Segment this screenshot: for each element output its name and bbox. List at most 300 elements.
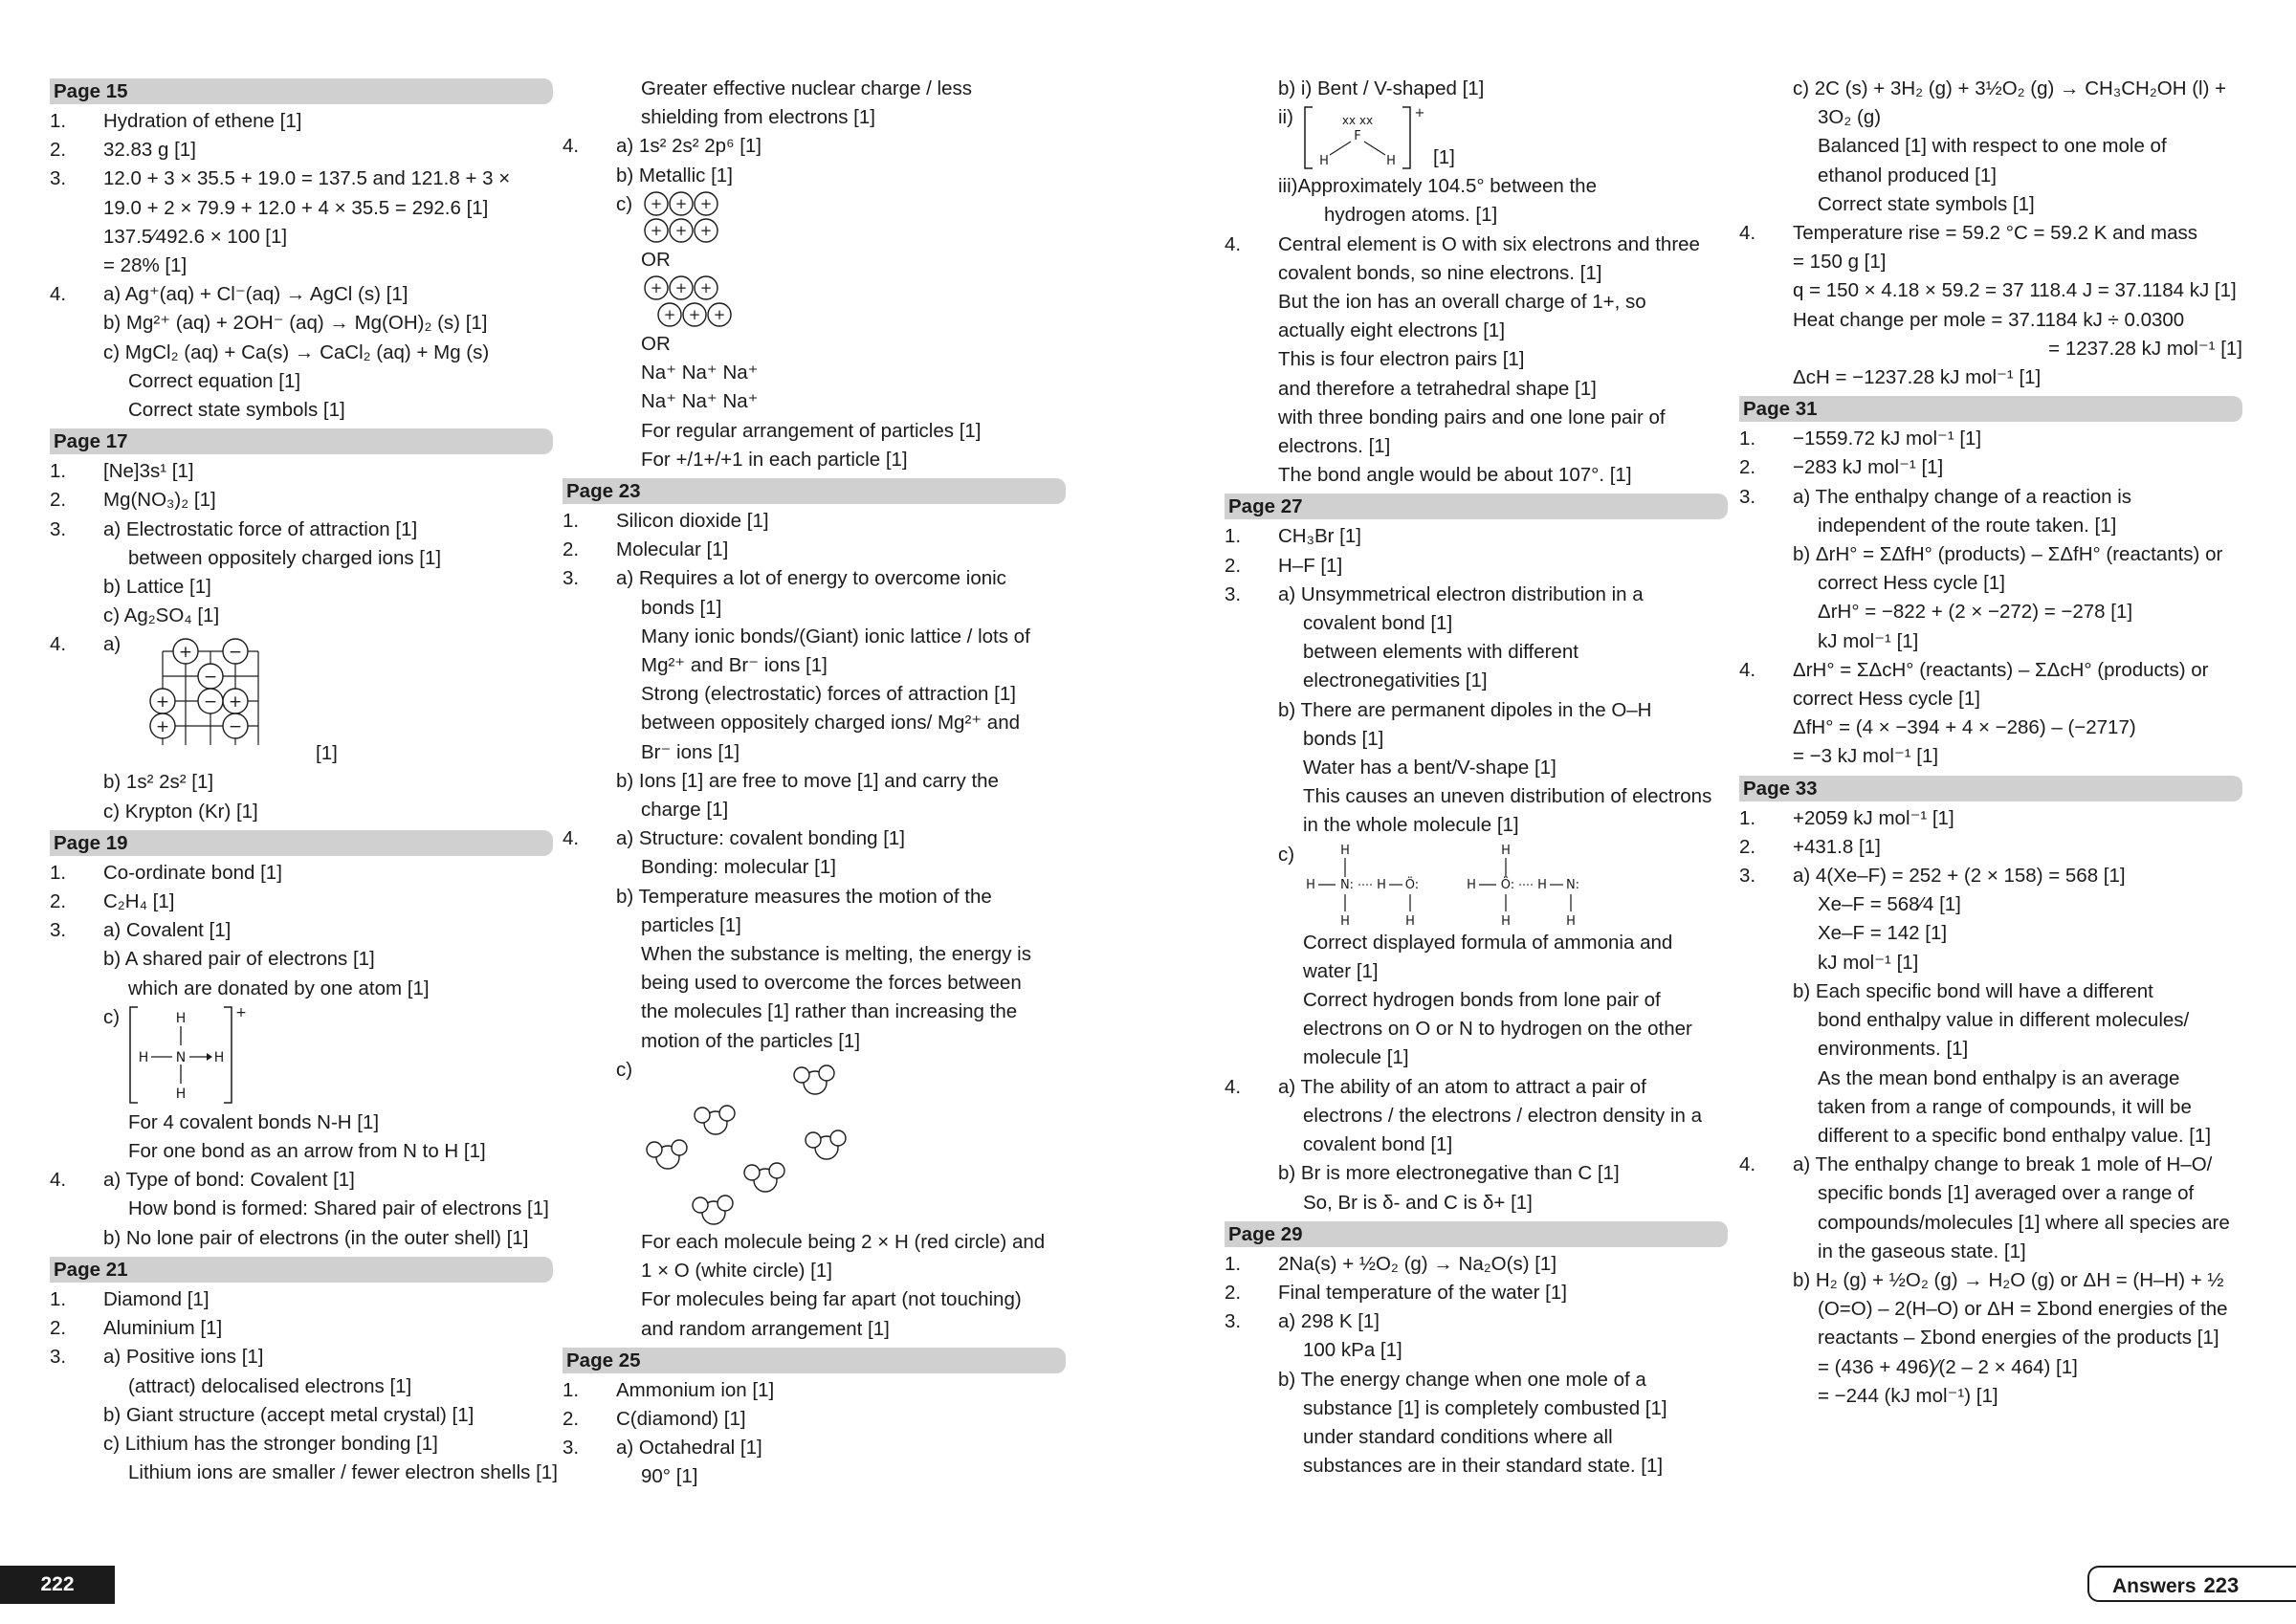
answer-line: b) Mg²⁺ (aq) + 2OH⁻ (aq) → Mg(OH)₂ (s) [1]: [103, 312, 488, 335]
question-number: 1.: [50, 861, 67, 884]
answer-line: So, Br is δ- and C is δ+ [1]: [1303, 1191, 1533, 1214]
answer-text: 32.83 g [1]: [103, 139, 196, 162]
answer-text: CH₃Br [1]: [1278, 525, 1361, 548]
answer-line: [1225, 1279, 1728, 1307]
hydrogen-atom: [769, 1163, 784, 1178]
answer-line: [50, 1343, 553, 1372]
answer-line: [1739, 656, 2242, 685]
answer-text: −1559.72 kJ mol⁻¹ [1]: [1793, 428, 1982, 450]
answer-line: = 28% [1]: [103, 254, 188, 277]
answer-text: C₂H₄ [1]: [103, 890, 175, 913]
answer-text: H–F [1]: [1278, 554, 1343, 577]
atom-h: H: [1566, 913, 1576, 929]
page-section-heading: Page 21: [50, 1257, 553, 1283]
answer-line: b) Each specific bond will have a different: [1793, 979, 2153, 1002]
answer-line: (attract) delocalised electrons [1]: [128, 1374, 412, 1397]
answer-line: = −244 (kJ mol⁻¹) [1]: [1818, 1384, 1998, 1407]
hydrogen-atom: [719, 1106, 735, 1121]
answer-line: OR: [641, 248, 671, 271]
answer-line: correct Hess cycle [1]: [1793, 688, 1980, 711]
atom-h: H: [175, 1086, 187, 1102]
right-bracket: [1402, 107, 1410, 168]
answer-line: b) The energy change when one mole of a: [1278, 1368, 1646, 1391]
atom-f: F: [1354, 129, 1361, 144]
question-number: 1.: [563, 1378, 580, 1401]
diagram-row: [1225, 103, 1728, 172]
answer-line: [563, 1376, 1066, 1405]
answer-line: environments. [1]: [1818, 1038, 1969, 1061]
answer-text: 2Na(s) + ½O₂ (g) → Na₂O(s) [1]: [1278, 1252, 1557, 1275]
answer-line: covalent bonds, so nine electrons. [1]: [1278, 261, 1602, 284]
atom-h: H: [1386, 154, 1396, 169]
page-section-heading: Page 33: [1739, 776, 2242, 801]
answer-line: correct Hess cycle [1]: [1818, 572, 2005, 595]
page-section-heading: Page 31: [1739, 396, 2242, 422]
metal-ion-sign: +: [650, 194, 663, 212]
diagram-row: [50, 630, 553, 768]
answer-line: being used to overcome the forces between: [641, 972, 1022, 995]
answer-line: in the whole molecule [1]: [1303, 814, 1519, 837]
answer-line: For regular arrangement of particles [1]: [641, 419, 982, 442]
answer-text: a) 4(Xe–F) = 252 + (2 × 158) = 568 [1]: [1793, 865, 2126, 888]
answer-line: Correct state symbols [1]: [128, 399, 345, 422]
answer-line: [1739, 804, 2242, 833]
answer-line: c) 2C (s) + 3H₂ (g) + 3½O₂ (g) → CH₃CH₂OH (l) +: [1793, 77, 2227, 99]
diagram-label: c): [103, 1005, 121, 1028]
arrow-head: [207, 1053, 212, 1061]
hydrogen-atom: [744, 1165, 760, 1180]
answer-line: Correct equation [1]: [128, 369, 301, 392]
answer-text: Co-ordinate bond [1]: [103, 861, 282, 884]
answers-label: Answers: [2112, 1575, 2197, 1597]
answers-column-4: [1739, 75, 2242, 1411]
answer-line: [1225, 1250, 1728, 1279]
question-number: 3.: [1225, 582, 1242, 605]
answer-line: bonds [1]: [641, 596, 722, 619]
answer-text: 12.0 + 3 × 35.5 + 19.0 = 137.5 and 121.8 + 3 ×: [103, 167, 511, 190]
answer-line: [563, 1434, 1066, 1462]
ion-charge: −: [203, 692, 218, 713]
answer-text: a) Positive ions [1]: [103, 1346, 264, 1369]
metal-ion-sign: +: [688, 306, 701, 324]
question-number: 4.: [1225, 1075, 1242, 1098]
answer-line: Balanced [1] with respect to one mole of: [1818, 135, 2167, 158]
hydrogen-atom: [693, 1197, 708, 1213]
answer-line: [50, 165, 553, 193]
answer-line: [50, 280, 553, 309]
diagram-box: [641, 1056, 890, 1228]
diagram-mark: [1]: [1433, 146, 1455, 168]
answer-text: a) Type of bond: Covalent [1]: [103, 1169, 355, 1192]
answer-line: Br⁻ ions [1]: [641, 740, 740, 763]
answer-text: C(diamond) [1]: [616, 1407, 746, 1430]
answer-line: and random arrangement [1]: [641, 1317, 890, 1340]
metal-ion-lattice-diagram: [641, 190, 746, 246]
answer-text: a) Unsymmetrical electron distribution in a: [1278, 582, 1644, 605]
answer-text: Silicon dioxide [1]: [616, 510, 769, 533]
answer-text: Temperature rise = 59.2 °C = 59.2 K and mass: [1793, 222, 2197, 245]
answer-line: [563, 564, 1066, 593]
answer-line: particles [1]: [641, 913, 741, 936]
atom-h: H: [1377, 877, 1386, 892]
h2f-ion-diagram: [1303, 103, 1427, 172]
question-number: 1.: [1739, 428, 1756, 450]
answer-line: b) No lone pair of electrons (in the outer shell) [1]: [103, 1226, 529, 1249]
answer-line: electrons. [1]: [1278, 435, 1391, 458]
page-number-right: [2087, 1566, 2296, 1602]
answer-line: [50, 107, 553, 136]
magnesium-oxide-lattice-diagram: [128, 626, 310, 768]
hydrogen-atom: [718, 1196, 733, 1211]
diagram-row: [50, 1003, 553, 1108]
answer-line: the molecules [1] rather than increasing the: [641, 1000, 1018, 1023]
metal-ion-sign: +: [699, 194, 713, 212]
answer-line: between oppositely charged ions [1]: [128, 546, 442, 569]
diagram-box: [128, 1003, 253, 1108]
answer-line: b) There are permanent dipoles in the O–H: [1278, 698, 1652, 721]
question-number: 3.: [50, 517, 67, 540]
answer-line: The bond angle would be about 107°. [1]: [1278, 464, 1632, 487]
metal-ion-sign: +: [674, 194, 688, 212]
answer-line: covalent bond [1]: [1303, 1133, 1453, 1156]
answer-line: Strong (electrostatic) forces of attraction [1]: [641, 683, 1016, 706]
answer-line: 90° [1]: [641, 1465, 698, 1488]
answer-line: electronegativities [1]: [1303, 669, 1488, 692]
question-number: 3.: [50, 1346, 67, 1369]
answer-text: a) 298 K [1]: [1278, 1310, 1380, 1333]
hydrogen-atom: [819, 1065, 834, 1081]
charge-sign: +: [235, 1004, 247, 1020]
ion-charge: +: [155, 692, 170, 713]
diagram-label: a): [103, 633, 121, 656]
answer-line: [1739, 833, 2242, 862]
answer-line: Water has a bent/V-shape [1]: [1303, 757, 1556, 779]
hydrogen-atom: [695, 1108, 710, 1123]
hydrogen-atom: [806, 1132, 821, 1148]
atom-h: H: [1319, 154, 1329, 169]
hydrogen-atom: [830, 1130, 846, 1146]
question-number: 1.: [563, 510, 580, 533]
diagram-mark: [1]: [316, 742, 338, 765]
ion-charge: −: [203, 668, 218, 688]
answer-line: substance [1] is completely combusted [1]: [1303, 1396, 1667, 1419]
answer-line: OR: [641, 333, 671, 356]
answer-line: bonds [1]: [1303, 727, 1384, 750]
answer-line: [1739, 483, 2242, 512]
question-number: 1.: [1225, 1252, 1242, 1275]
answer-line: [563, 1405, 1066, 1434]
atom-central: Ö:: [1500, 877, 1515, 892]
diagram-lead: 4.: [50, 633, 67, 656]
answer-line: bond enthalpy value in different molecules/: [1818, 1009, 2190, 1032]
question-number: 2.: [563, 538, 580, 561]
answer-line: This causes an uneven distribution of electrons: [1303, 785, 1712, 808]
answer-line: Greater effective nuclear charge / less: [641, 77, 973, 99]
atom-h: H: [213, 1049, 225, 1065]
answer-line: Mg²⁺ and Br⁻ ions [1]: [641, 654, 828, 677]
answer-line: compounds/molecules [1] where all species are: [1818, 1211, 2230, 1234]
answer-text: a) Electrostatic force of attraction [1]: [103, 517, 418, 540]
question-number: 4.: [563, 827, 580, 850]
answer-line: For one bond as an arrow from N to H [1]: [128, 1140, 486, 1163]
metal-ion-sign: +: [674, 221, 688, 239]
answer-line: b) Ions [1] are free to move [1] and carry the: [616, 769, 999, 792]
answer-line: But the ion has an overall charge of 1+, so: [1278, 291, 1646, 314]
answer-line: Na⁺ Na⁺ Na⁺: [641, 362, 759, 384]
answer-line: [1739, 219, 2242, 248]
answer-line: covalent bond [1]: [1303, 612, 1453, 635]
answer-line: charge [1]: [641, 799, 729, 822]
answer-text: a) Structure: covalent bonding [1]: [616, 827, 905, 850]
answer-line: Correct state symbols [1]: [1818, 192, 2035, 215]
answer-line: ethanol produced [1]: [1818, 164, 1997, 187]
question-number: 2.: [1225, 554, 1242, 577]
answer-text: Mg(NO₃)₂ [1]: [103, 489, 216, 512]
page-number-left: 222: [0, 1566, 115, 1604]
diagram-row: [563, 190, 1066, 246]
answer-line: [50, 457, 553, 486]
answer-line: [563, 132, 1066, 161]
page-section-heading: Page 29: [1225, 1221, 1728, 1247]
answer-text: −283 kJ mol⁻¹ [1]: [1793, 456, 1944, 479]
page-section-heading: Page 27: [1225, 494, 1728, 519]
answer-line: q = 150 × 4.18 × 59.2 = 37 118.4 J = 37.1184 kJ [1]: [1793, 279, 2237, 302]
answer-text: a) Octahedral [1]: [616, 1437, 762, 1459]
answer-line: b) Br is more electronegative than C [1]: [1278, 1162, 1620, 1185]
answer-line: 137.5⁄492.6 × 100 [1]: [103, 225, 288, 248]
metal-ion-sign: +: [699, 221, 713, 239]
answer-line: [50, 1314, 553, 1343]
lone-pairs: xx xx: [1341, 114, 1374, 128]
answer-line: c) MgCl₂ (aq) + Ca(s) → CaCl₂ (aq) + Mg (s): [103, 340, 490, 363]
answers-column-2: [563, 75, 1066, 1492]
answer-line: [1225, 230, 1728, 259]
answer-line: [563, 507, 1066, 536]
answer-line: = 150 g [1]: [1793, 251, 1887, 274]
question-number: 2.: [563, 1407, 580, 1430]
diagram-row: [1225, 841, 1728, 929]
answer-line: b) Giant structure (accept metal crystal) [1]: [103, 1403, 475, 1426]
answer-line: Correct displayed formula of ammonia and: [1303, 931, 1673, 954]
hydrogen-atom: [647, 1142, 662, 1157]
answer-text: a) Ag⁺(aq) + Cl⁻(aq) → AgCl (s) [1]: [103, 283, 408, 306]
page-section-heading: Page 19: [50, 830, 553, 856]
answer-line: b) 1s² 2s² [1]: [103, 771, 214, 794]
diagram-label: c): [1278, 843, 1295, 866]
answer-line: b) Lattice [1]: [103, 576, 211, 599]
atom-h: H: [1306, 877, 1315, 892]
question-number: 2.: [50, 489, 67, 512]
diagram-label: c): [616, 192, 633, 215]
answer-line: Bonding: molecular [1]: [641, 856, 836, 879]
answer-text: ΔrH° = ΣΔcH° (reactants) – ΣΔcH° (products) or: [1793, 658, 2209, 681]
atom-n: N: [175, 1049, 187, 1065]
answer-line: [50, 1166, 553, 1195]
question-number: 4.: [1739, 1153, 1756, 1176]
answer-line: = 1237.28 kJ mol⁻¹ [1]: [2048, 337, 2242, 360]
answer-line: in the gaseous state. [1]: [1818, 1240, 2026, 1262]
answer-line: ΔrH° = −822 + (2 × −272) = −278 [1]: [1818, 601, 2133, 624]
page-section-heading: Page 25: [563, 1348, 1066, 1373]
hydrogen-atom: [672, 1140, 687, 1155]
answer-line: b) i) Bent / V-shaped [1]: [1278, 77, 1485, 99]
diagram-row: [563, 274, 1066, 330]
answer-text: +2059 kJ mol⁻¹ [1]: [1793, 806, 1954, 829]
ion-charge: −: [228, 643, 243, 663]
answer-line: motion of the particles [1]: [641, 1029, 861, 1052]
answer-line: b) A shared pair of electrons [1]: [103, 948, 375, 971]
question-number: 3.: [563, 567, 580, 590]
answer-line: independent of the route taken. [1]: [1818, 514, 2117, 537]
answer-line: [1225, 1307, 1728, 1336]
answer-line: between elements with different: [1303, 641, 1578, 664]
answer-line: b) Temperature measures the motion of the: [616, 885, 992, 908]
answer-line: Na⁺ Na⁺ Na⁺: [641, 390, 759, 413]
metal-ion-lattice-diagram: [641, 274, 746, 330]
answer-line: [50, 486, 553, 515]
answer-line: between oppositely charged ions/ Mg²⁺ and: [641, 712, 1021, 735]
answer-line: When the substance is melting, the energy is: [641, 943, 1031, 966]
answer-text: Central element is O with six electrons and three: [1278, 232, 1700, 255]
answer-line: [50, 516, 553, 544]
answer-line: = −3 kJ mol⁻¹ [1]: [1793, 745, 1939, 768]
answer-line: (O=O) – 2(H–O) or ΔH = Σbond energies of the: [1818, 1298, 2228, 1321]
answer-line: How bond is formed: Shared pair of electrons [1]: [128, 1197, 549, 1220]
question-number: 4.: [1225, 232, 1242, 255]
answer-line: Lithium ions are smaller / fewer electron shells [1]: [128, 1461, 558, 1484]
diagram-box: [641, 274, 746, 330]
answer-text: a) The enthalpy change of a reaction is: [1793, 485, 2132, 508]
question-number: 4.: [1739, 658, 1756, 681]
answer-line: This is four electron pairs [1]: [1278, 348, 1525, 371]
atom-central: Ö:: [1404, 877, 1420, 892]
question-number: 2.: [1739, 456, 1756, 479]
answer-line: [50, 136, 553, 165]
bond-line: [1330, 142, 1351, 155]
metal-ion-sign: +: [650, 221, 663, 239]
question-number: 2.: [50, 139, 67, 162]
answer-line: 100 kPa [1]: [1303, 1339, 1402, 1362]
answer-line: = (436 + 496)⁄(2 – 2 × 464) [1]: [1818, 1355, 2078, 1378]
answer-text: a) 1s² 2s² 2p⁶ [1]: [616, 135, 762, 158]
answer-line: 1 × O (white circle) [1]: [641, 1260, 832, 1283]
page-section-heading: Page 23: [563, 478, 1066, 504]
question-number: 4.: [1739, 222, 1756, 245]
diagram-box: [1303, 103, 1427, 172]
answer-text: Aluminium [1]: [103, 1317, 223, 1340]
atom-h: H: [1537, 877, 1547, 892]
question-number: 4.: [50, 1169, 67, 1192]
question-number: 1.: [50, 460, 67, 483]
answer-line: [50, 916, 553, 945]
answer-line: [50, 859, 553, 888]
answer-text: Diamond [1]: [103, 1287, 210, 1310]
atom-h: H: [1501, 913, 1511, 929]
answer-line: [50, 1285, 553, 1314]
answer-line: As the mean bond enthalpy is an average: [1818, 1066, 2180, 1089]
question-number: 1.: [50, 1287, 67, 1310]
ion-charge: +: [228, 692, 243, 713]
question-number: 3.: [563, 1437, 580, 1459]
bond-line: [1364, 142, 1385, 155]
answer-line: water [1]: [1303, 959, 1379, 982]
atom-h: H: [1501, 843, 1511, 858]
answer-line: hydrogen atoms. [1]: [1324, 204, 1498, 227]
answer-line: b) H₂ (g) + ½O₂ (g) → H₂O (g) or ΔH = (H–H) + ½: [1793, 1268, 2224, 1291]
atom-h: H: [138, 1049, 149, 1065]
answer-line: For +/1+/+1 in each particle [1]: [641, 448, 908, 471]
answer-line: c) Ag₂SO₄ [1]: [103, 604, 220, 627]
answer-line: ΔfH° = (4 × −394 + 4 × −286) – (−2717): [1793, 716, 2136, 739]
answer-line: c) Lithium has the stronger bonding [1]: [103, 1432, 438, 1455]
atom-h: H: [1340, 913, 1350, 929]
answer-line: which are donated by one atom [1]: [128, 977, 430, 999]
answer-text: a) The ability of an atom to attract a pair of: [1278, 1075, 1646, 1098]
answer-text: a) Requires a lot of energy to overcome ionic: [616, 567, 1006, 590]
answer-line: For 4 covalent bonds N-H [1]: [128, 1110, 380, 1133]
question-number: 2.: [50, 890, 67, 913]
atom-h: H: [1467, 877, 1476, 892]
answer-line: [1225, 581, 1728, 609]
answer-line: [563, 824, 1066, 853]
question-number: 2.: [50, 1317, 67, 1340]
answer-text: Hydration of ethene [1]: [103, 110, 302, 132]
answer-line: specific bonds [1] averaged over a range of: [1818, 1182, 2195, 1205]
page-section-heading: Page 15: [50, 78, 553, 104]
answer-text: Ammonium ion [1]: [616, 1378, 775, 1401]
ion-charge: +: [178, 643, 193, 663]
answer-line: [1739, 453, 2242, 482]
answer-line: b) ΔrH° = ΣΔfH° (products) – ΣΔfH° (reactants) or: [1793, 543, 2223, 566]
answer-line: shielding from electrons [1]: [641, 106, 875, 129]
answer-text: a) Covalent [1]: [103, 919, 232, 942]
left-bracket: [1305, 107, 1313, 168]
question-number: 2.: [1739, 835, 1756, 858]
answers-column-1: [50, 75, 558, 1487]
answer-line: Xe–F = 568⁄4 [1]: [1818, 893, 1961, 916]
answer-line: [563, 536, 1066, 564]
answer-line: iii)Approximately 104.5° between the: [1278, 175, 1597, 198]
metal-ion-sign: +: [713, 306, 726, 324]
answer-text: a) The enthalpy change to break 1 mole of H–O/: [1793, 1153, 2213, 1176]
answer-line: For molecules being far apart (not touching): [641, 1288, 1022, 1311]
charge-sign: +: [1414, 106, 1425, 121]
atom-central: N:: [1339, 877, 1355, 892]
answer-line: [1739, 1151, 2242, 1179]
answer-line: Many ionic bonds/(Giant) ionic lattice / lots of: [641, 625, 1030, 647]
answer-line: c) Krypton (Kr) [1]: [103, 800, 258, 823]
question-number: 1.: [1739, 806, 1756, 829]
metal-ion-sign: +: [674, 279, 688, 297]
answer-line: molecule [1]: [1303, 1046, 1409, 1069]
metal-ion-sign: +: [663, 306, 676, 324]
hydrogen-atom: [794, 1067, 809, 1083]
question-number: 4.: [563, 135, 580, 158]
metal-ion-sign: +: [699, 279, 713, 297]
answer-line: [50, 888, 553, 916]
answer-line: reactants – Σbond energies of the products [1]: [1818, 1327, 2219, 1350]
left-bracket: [130, 1007, 138, 1103]
page-number-value: 223: [2203, 1573, 2240, 1597]
question-number: 2.: [1225, 1281, 1242, 1304]
ammonium-ion-diagram: [128, 1003, 253, 1108]
answer-line: [1225, 552, 1728, 581]
answer-line: with three bonding pairs and one lone pair of: [1278, 406, 1666, 428]
answer-line: and therefore a tetrahedral shape [1]: [1278, 377, 1597, 400]
answer-line: 3O₂ (g): [1818, 106, 1882, 129]
answer-line: taken from a range of compounds, it will be: [1818, 1095, 2192, 1118]
answer-text: Molecular [1]: [616, 538, 729, 561]
